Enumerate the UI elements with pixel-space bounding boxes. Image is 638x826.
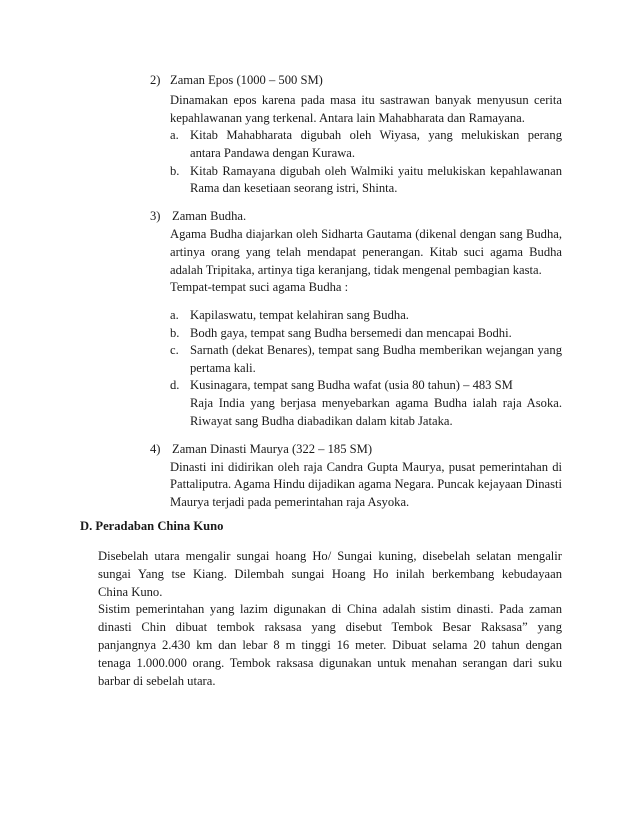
section-4-text-line: Pattaliputra. Agama Hindu dijadikan agama Negara. Puncak kejayaan Dinasti [170,477,562,491]
list-marker-d: d. [170,378,180,392]
section-2-item-b-line: Kitab Ramayana digubah oleh Walmiki yaitu melukiskan kepahlawanan [190,164,562,178]
section-d-paragraph-line: Sistim pemerintahan yang lazim digunakan di China adalah sistim dinasti. Pada zaman [98,602,562,616]
section-2-item-b-line: Rama dan kesetiaan seorang istri, Shinta. [190,181,398,195]
section-d-paragraph-line: sungai Yang tse Kiang. Dilembah sungai Hoang Ho inilah berkembang kebudayaan [98,567,562,581]
section-d-heading: D. Peradaban China Kuno [80,519,224,533]
section-4-text-line: Maurya terjadi pada pemerintahan raja Asyoka. [170,495,410,509]
section-3-item-d-line: Riwayat sang Budha diabadikan dalam kitab Jataka. [190,414,453,428]
section-d-paragraph-line: Disebelah utara mengalir sungai hoang Ho/ Sungai kuning, disebelah selatan mengalir [98,549,562,563]
section-4-title: Zaman Dinasti Maurya (322 – 185 SM) [172,442,373,456]
section-2-item-a-line: antara Pandawa dengan Kurawa. [190,146,356,160]
section-3-item-c-line: pertama kali. [190,361,256,375]
list-marker-a: a. [170,308,179,322]
section-3-title: Zaman Budha. [172,209,247,223]
section-d-paragraph-line: China Kuno. [98,585,163,599]
section-4-text-line: Dinasti ini didirikan oleh raja Candra Gupta Maurya, pusat pemerintahan di [170,460,562,474]
section-3-item-c-line: Sarnath (dekat Benares), tempat sang Budha memberikan wejangan yang [190,343,562,357]
section-3-item-b-line: Bodh gaya, tempat sang Budha bersemedi dan mencapai Bodhi. [190,326,512,340]
section-d-paragraph-line: barbar di sebelah utara. [98,674,216,688]
section-d-paragraph-line: tenaga 1.000.000 orang. Tembok raksasa digunakan untuk menahan serangan dari suku [98,656,562,670]
section-2-text-line: kepahlawanan yang terkenal. Antara lain Mahabharata dan Ramayana. [170,111,525,125]
section-2-title: Zaman Epos (1000 – 500 SM) [170,73,323,87]
section-3-text-line: Tempat-tempat suci agama Budha : [170,280,349,294]
section-3-item-a-line: Kapilaswatu, tempat kelahiran sang Budha. [190,308,409,322]
section-2-item-a-line: Kitab Mahabharata digubah oleh Wiyasa, yang melukiskan perang [190,128,562,142]
section-3-number: 3) [150,209,161,223]
list-marker-a: a. [170,128,179,142]
section-d-paragraph-line: panjangnya 2.430 km dan lebar 8 m tinggi 16 meter. Dibuat selama 20 tahun dengan [98,638,562,652]
section-3-item-d-line: Raja India yang berjasa menyebarkan agama Budha ialah raja Asoka. [190,396,562,410]
section-d-paragraph-line: dinasti Chin dibuat tembok raksasa yang disebut Tembok Besar Raksasa” yang [98,620,562,634]
list-marker-c: c. [170,343,179,357]
list-marker-b: b. [170,326,180,340]
list-marker-b: b. [170,164,180,178]
section-3-text-line: adalah Tripitaka, artinya tiga keranjang, tidak mengenal pembagian kasta. [170,263,542,277]
section-2-number: 2) [150,73,161,87]
section-3-text-line: Agama Budha diajarkan oleh Sidharta Gautama (dikenal dengan sang Budha, [170,227,562,241]
section-3-item-d-line: Kusinagara, tempat sang Budha wafat (usia 80 tahun) – 483 SM [190,378,513,392]
section-2-text-line: Dinamakan epos karena pada masa itu sastrawan banyak menyusun cerita [170,93,562,107]
section-4-number: 4) [150,442,161,456]
section-3-text-line: artinya orang yang telah mendapat penerangan. Kitab suci agama Budha [170,245,562,259]
